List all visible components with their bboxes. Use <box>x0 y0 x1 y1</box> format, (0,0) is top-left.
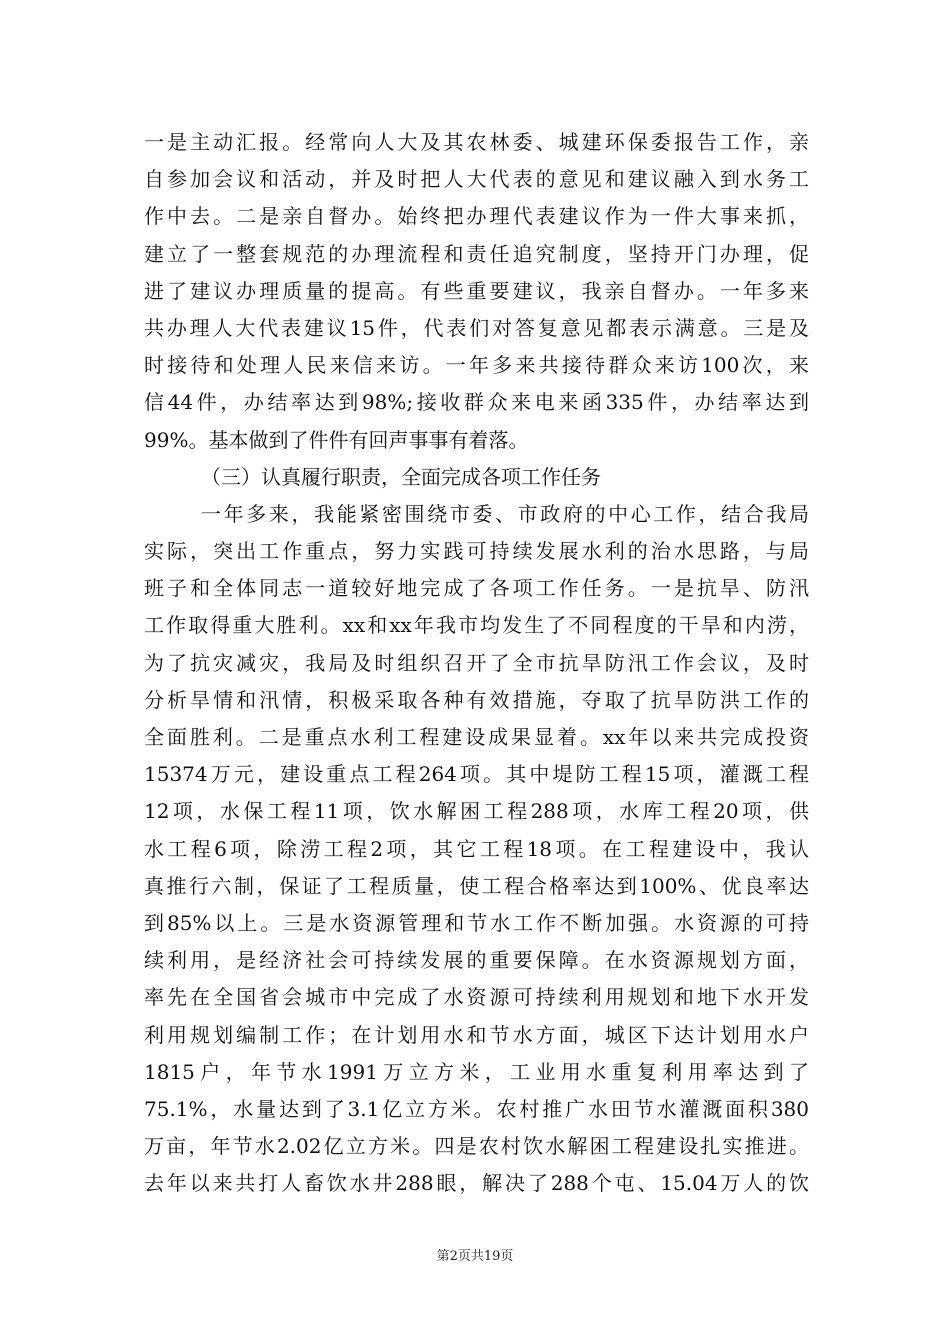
paragraph-line: 实际，突出工作重点，努力实践可持续发展水利的治水思路，与局 <box>144 539 809 564</box>
paragraph-line: 水工程6项，除涝工程2项，其它工程18项。在工程建设中，我认 <box>144 836 809 861</box>
document-body <box>144 124 809 1202</box>
paragraph-line: 信44件，办结率达到98%;接收群众来电来函335件，办结率达到 <box>144 390 809 415</box>
paragraph-line: 12项，水保工程11项，饮水解困工程288项，水库工程20项，供 <box>144 799 809 824</box>
paragraph-line: 99%。基本做到了件件有回声事事有着落。 <box>144 427 529 452</box>
section-heading: （三）认真履行职责，全面完成各项工作任务 <box>201 464 601 489</box>
paragraph-line: 去年以来共打人畜饮水井288眼，解决了288个屯、15.04万人的饮 <box>144 1171 809 1196</box>
paragraph-line: 到85%以上。三是水资源管理和节水工作不断加强。水资源的可持 <box>144 910 809 935</box>
paragraph-line: 15374万元，建设重点工程264项。其中堤防工程15项，灌溉工程 <box>144 762 809 787</box>
paragraph-line: 75.1%，水量达到了3.1亿立方米。农村推广水田节水灌溉面积380 <box>144 1096 809 1121</box>
paragraph-line: 共办理人大代表建议15件，代表们对答复意见都表示满意。三是及 <box>144 315 809 340</box>
paragraph-line: 利用规划编制工作；在计划用水和节水方面，城区下达计划用水户 <box>144 1022 809 1047</box>
paragraph-line: 班子和全体同志一道较好地完成了各项工作任务。一是抗旱、防汛 <box>144 576 809 601</box>
paragraph-line: 续利用，是经济社会可持续发展的重要保障。在水资源规划方面， <box>144 948 809 973</box>
paragraph-line: 万亩，年节水2.02亿立方米。四是农村饮水解困工程建设扎实推进。 <box>144 1134 809 1159</box>
paragraph-line: 时接待和处理人民来信来访。一年多来共接待群众来访100次，来 <box>144 353 809 378</box>
paragraph-line: 进了建议办理质量的提高。有些重要建议，我亲自督办。一年多来 <box>144 278 809 303</box>
page-number-footer: 第2页共19页 <box>436 1249 514 1264</box>
paragraph-line: 真推行六制，保证了工程质量，使工程合格率达到100%、优良率达 <box>144 873 809 898</box>
paragraph-line: 分析旱情和汛情，积极采取各种有效措施，夺取了抗旱防洪工作的 <box>144 687 809 712</box>
paragraph-line: 一是主动汇报。经常向人大及其农林委、城建环保委报告工作，亲 <box>144 130 809 154</box>
paragraph-line: 建立了一整套规范的办理流程和责任追究制度，坚持开门办理，促 <box>144 241 809 266</box>
paragraph-line: 自参加会议和活动，并及时把人大代表的意见和建议融入到水务工 <box>144 167 809 192</box>
paragraph-line: 率先在全国省会城市中完成了水资源可持续利用规划和地下水开发 <box>144 985 809 1010</box>
paragraph-line: 全面胜利。二是重点水利工程建设成果显着。xx年以来共完成投资 <box>144 725 809 749</box>
paragraph-line: 工作取得重大胜利。xx和xx年我市均发生了不同程度的干旱和内涝， <box>144 613 809 638</box>
paragraph-line: 为了抗灾减灾，我局及时组织召开了全市抗旱防汛工作会议，及时 <box>144 650 809 675</box>
paragraph-line: 1815户，年节水1991万立方米，工业用水重复利用率达到了 <box>144 1059 809 1084</box>
paragraph-line: 作中去。二是亲自督办。始终把办理代表建议作为一件大事来抓， <box>144 204 809 229</box>
paragraph-line: 一年多来，我能紧密围绕市委、市政府的中心工作，结合我局 <box>201 501 809 526</box>
